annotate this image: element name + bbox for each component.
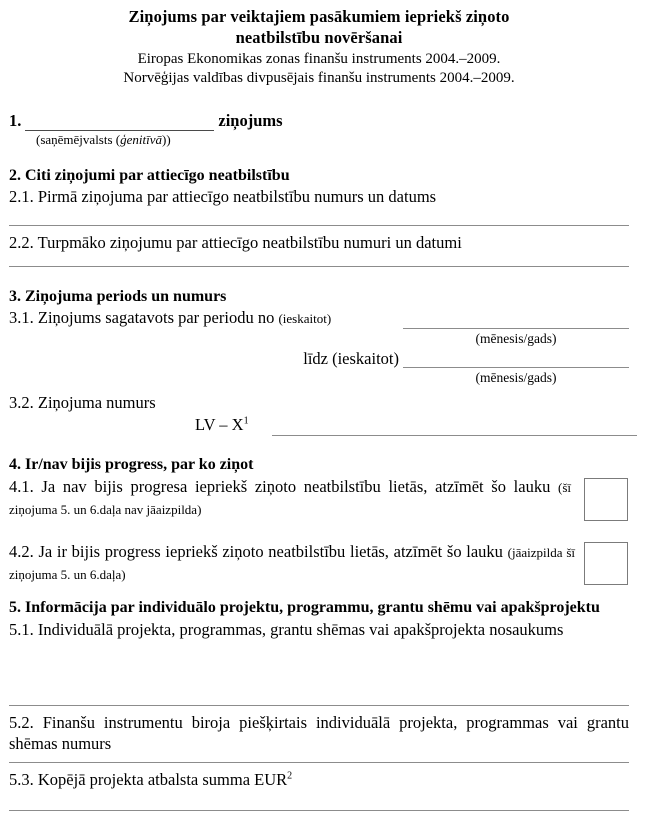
section-5-heading: 5. Informācija par individuālo projektu, programmu, grantu shēmu vai apakšprojektu <box>9 599 600 616</box>
section-5-item-5-2: 5.2. Finanšu instrumentu biroja piešķirtais individuālā projekta, programmas vai grantu shēmas numurs <box>9 713 629 753</box>
report-number-input[interactable] <box>272 435 637 436</box>
section-1-line <box>9 110 629 131</box>
section-3-item-3-1 <box>9 307 629 329</box>
section-5-item-5-3-text: 5.3. Kopējā projekta atbalsta summa EUR <box>9 770 288 789</box>
section-1-caption <box>36 131 629 148</box>
title-line-2: neatbilstību novēršanai <box>235 27 403 47</box>
divider-after-2-1 <box>9 225 629 226</box>
subtitle-line-2: Norvēģijas valdības divpusējais finanšu instruments 2004.–2009. <box>123 69 515 86</box>
divider-after-5-3 <box>9 810 629 811</box>
report-number-code-footnote: 1 <box>243 415 249 427</box>
section-5-item-5-1: 5.1. Individuālā projekta, programmas, grantu shēmas vai apakšprojekta nosaukums <box>9 620 564 639</box>
document-subtitle <box>9 50 629 87</box>
section-3-item-3-2: 3.2. Ziņojuma numurs <box>9 393 156 412</box>
section-2-item-2-1: 2.1. Pirmā ziņojuma par attiecīgo neatbilstību numurs un datums <box>9 187 437 206</box>
period-to-label: līdz (ieskaitot) <box>303 349 399 368</box>
caption-italic: ģenitīvā <box>120 132 163 147</box>
divider-after-5-2 <box>9 762 629 763</box>
period-to-input[interactable] <box>403 367 629 368</box>
section-4-item-4-2 <box>9 541 575 585</box>
period-from-caption: (mēnesis/gads) <box>475 331 557 346</box>
section-4-item-4-2-note: (jāaizpilda šī ziņojuma 5. un 6.daļa) <box>9 545 575 582</box>
section-1-suffix-label: ziņojums <box>218 111 283 130</box>
report-number-code <box>195 414 249 435</box>
section-3-item-3-1-text: 3.1. Ziņojums sagatavots par periodu no <box>9 308 275 327</box>
caption-prefix: (saņēmējvalsts ( <box>36 132 121 147</box>
section-5 <box>9 598 629 640</box>
section-4-heading: 4. Ir/nav bijis progress, par ko ziņot <box>9 456 254 473</box>
document-content <box>9 0 629 789</box>
section-1-number: 1. <box>9 111 22 130</box>
section-4-item-4-2-text: 4.2. Ja ir bijis progress iepriekš ziņoto neatbilstību lietās, atzīmēt šo lauku <box>9 542 503 561</box>
section-3 <box>9 287 629 329</box>
section-5-item-5-3 <box>9 769 629 790</box>
section-5-item-5-3-footnote: 2 <box>287 770 293 782</box>
subtitle-line-1: Eiropas Ekonomikas zonas finanšu instruments 2004.–2009. <box>137 51 501 67</box>
report-number-code-text: LV – X <box>195 415 244 434</box>
section-4 <box>9 455 629 475</box>
section-2-item-2-2-wrap <box>9 232 629 253</box>
section-2-heading: 2. Citi ziņojumi par attiecīgo neatbilstību <box>9 167 290 184</box>
page-title <box>9 7 629 48</box>
period-from-input[interactable] <box>403 328 629 329</box>
section-4-item-4-1-text: 4.1. Ja nav bijis progresa iepriekš ziņoto neatbilstību lietās, atzīmēt šo lauku <box>9 477 551 496</box>
title-line-1: Ziņojums par veiktajiem pasākumiem iepriekš ziņoto <box>128 7 510 26</box>
section-4-item-4-1-note: (šī ziņojuma 5. un 6.daļa nav jāaizpilda) <box>9 480 572 517</box>
section-2-item-2-2: 2.2. Turpmāko ziņojumu par attiecīgo neatbilstību numuri un datumi <box>9 233 462 252</box>
document-header <box>9 0 629 87</box>
section-1 <box>9 110 629 148</box>
section-2 <box>9 166 629 207</box>
section-3-heading: 3. Ziņojuma periods un numurs <box>9 288 227 305</box>
divider-after-5-1 <box>9 705 629 706</box>
section-3-item-3-1-note: (ieskaitot) <box>278 311 332 326</box>
divider-after-2-2 <box>9 266 629 267</box>
caption-suffix: )) <box>162 132 171 147</box>
checkbox-has-progress[interactable] <box>584 542 628 585</box>
recipient-state-input[interactable] <box>25 114 214 131</box>
section-4-item-4-1 <box>9 476 571 520</box>
period-to-caption: (mēnesis/gads) <box>475 370 557 385</box>
checkbox-no-progress[interactable] <box>584 478 628 521</box>
